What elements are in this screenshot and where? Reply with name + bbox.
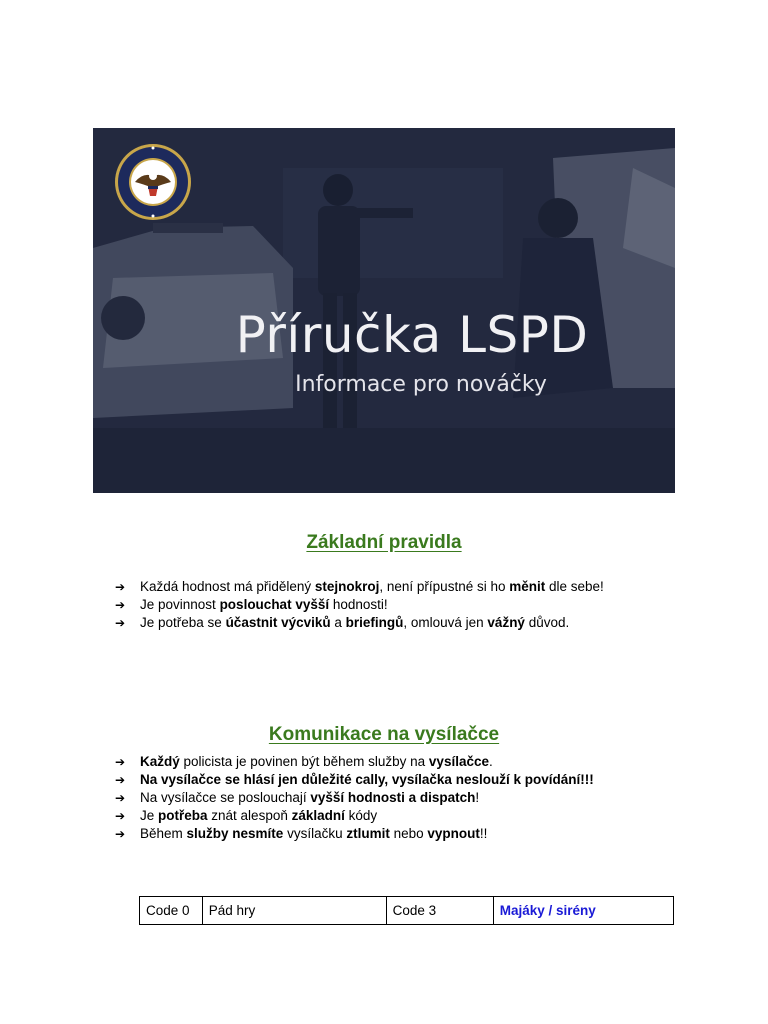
code-meaning-cell: Pád hry (202, 897, 386, 925)
text: hodnosti! (329, 597, 388, 612)
text: a (330, 615, 346, 630)
bold-text: vypnout (427, 826, 480, 841)
arrow-bullet-icon: ➔ (115, 580, 126, 594)
section-heading-radio: Komunikace na vysílačce (268, 724, 500, 745)
text: , není přípustné si ho (379, 579, 510, 594)
text: Je povinnost (140, 597, 220, 612)
text: nebo (389, 826, 428, 841)
text: ! (475, 790, 480, 805)
list-item (115, 807, 594, 825)
section-heading-basic-rules: Základní pravidla (306, 532, 462, 553)
bold-text: měnit (509, 579, 546, 594)
code-meaning-cell: Majáky / sirény (493, 897, 673, 925)
banner-subtitle: Informace pro nováčky (295, 372, 547, 397)
bold-text: vážný (487, 615, 525, 630)
list-item (115, 825, 594, 843)
bold-text: stejnokroj (314, 579, 380, 594)
code-number-cell: Code 3 (386, 897, 493, 925)
list-item (115, 614, 604, 632)
text: , omlouvá jen (403, 615, 488, 630)
table-row (140, 897, 674, 925)
text: Je (140, 808, 159, 823)
text: !! (479, 826, 488, 841)
bold-text: služby nesmíte (186, 826, 284, 841)
arrow-bullet-icon: ➔ (115, 616, 126, 630)
bold-text: účastnit výcviků (225, 615, 331, 630)
lspd-seal-logo (113, 142, 193, 222)
bold-text: vysílačce (428, 754, 489, 769)
arrow-bullet-icon: ➔ (115, 809, 126, 823)
bold-text: Každý (140, 754, 180, 769)
arrow-bullet-icon: ➔ (115, 773, 126, 787)
text: Během (140, 826, 187, 841)
code-number-cell: Code 0 (140, 897, 203, 925)
text: policista je povinen být během služby na (179, 754, 429, 769)
list-item (115, 771, 594, 789)
list-item (115, 753, 594, 771)
text: dle sebe! (545, 579, 604, 594)
list-item (115, 596, 604, 614)
bold-text: potřeba (158, 808, 208, 823)
radio-rules-list (115, 753, 594, 843)
bold-text: vyšší hodnosti a dispatch (310, 790, 476, 805)
list-item (115, 789, 594, 807)
text: kódy (344, 808, 378, 823)
arrow-bullet-icon: ➔ (115, 791, 126, 805)
arrow-bullet-icon: ➔ (115, 598, 126, 612)
list-item (115, 578, 604, 596)
text: . (488, 754, 493, 769)
header-banner (93, 128, 675, 493)
text: Je potřeba se (140, 615, 226, 630)
bold-text: briefingů (345, 615, 404, 630)
codes-table (139, 896, 674, 925)
banner-title: Příručka LSPD (235, 306, 589, 364)
bold-text: poslouchat vyšší (219, 597, 330, 612)
bold-text: základní (291, 808, 345, 823)
bold-text: Na vysílačce se hlásí jen důležité cally, vysílačka neslouží k povídání!!! (140, 772, 594, 787)
basic-rules-list (115, 578, 604, 632)
text: znát alespoň (207, 808, 292, 823)
text: Na vysílačce se poslouchají (140, 790, 311, 805)
text: Každá hodnost má přidělený (140, 579, 315, 594)
text: vysílačku (283, 826, 347, 841)
arrow-bullet-icon: ➔ (115, 755, 126, 769)
bold-text: ztlumit (346, 826, 390, 841)
text: důvod. (524, 615, 570, 630)
arrow-bullet-icon: ➔ (115, 827, 126, 841)
